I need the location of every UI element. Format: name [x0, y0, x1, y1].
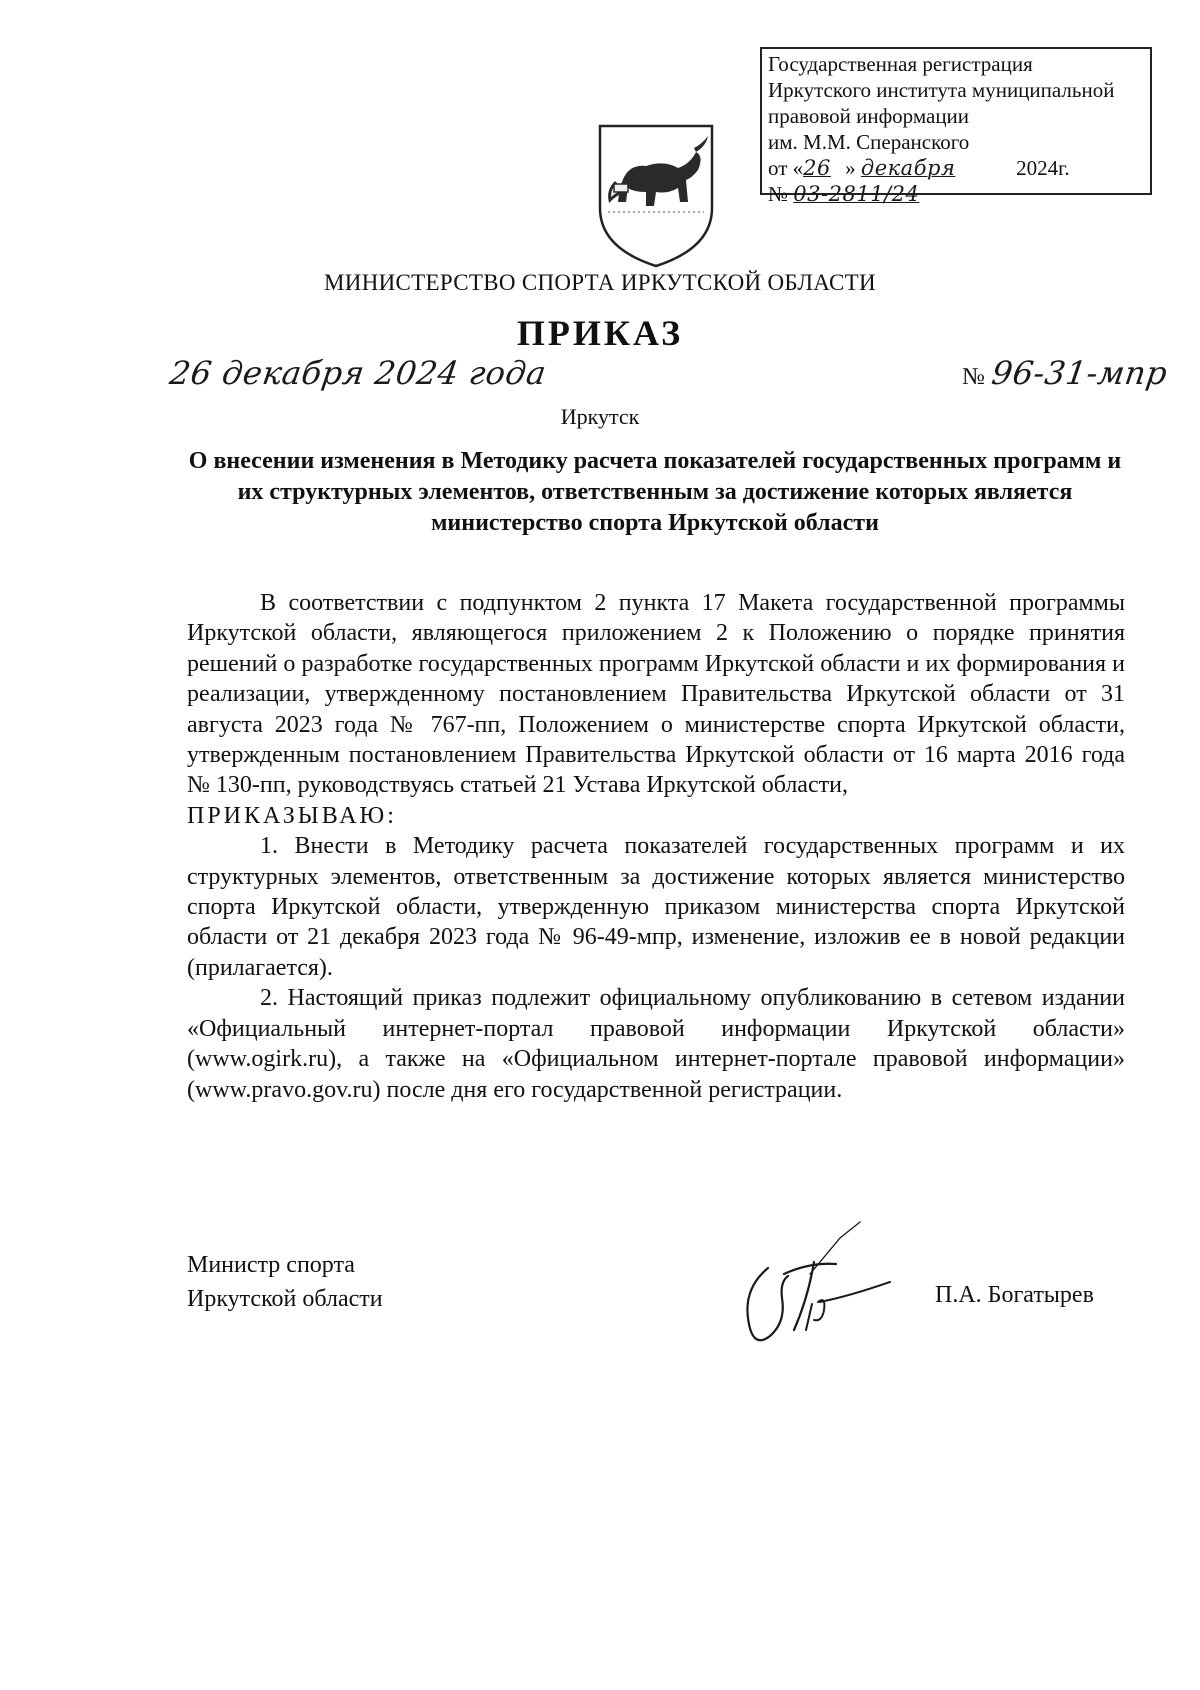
order-title: ПРИКАЗ [516, 313, 684, 353]
document-heading: О внесении изменения в Методику расчета показателей государственных программ и их структурных элементов, ответственным за достижение которых является министерство спорта Иркутской области [188, 448, 1122, 536]
preamble-paragraph: В соответствии с подпунктом 2 пункта 17 Макета государственной программы Иркутской области, являющегося приложением 2 к Положению о порядке принятия решений о разработке государственных программ Иркутской области и их формирования и реализации, утвержденному постановлением Правительства Иркутской области от 31 августа 2023 года № 767-пп, Положением о министерстве спорта Иркутской области, утвержденным постановлением Правительства Иркутской области от 16 марта 2016 года № 130-пп, руководствуясь статьей 21 Устава Иркутской области, [187, 590, 1125, 799]
registration-date-year: 2024 [1016, 156, 1059, 180]
registration-line-2: Иркутского института муниципальной [768, 78, 1115, 102]
signer-position-line-2: Иркутской области [187, 1286, 383, 1312]
irkutsk-coat-of-arms-icon [594, 120, 718, 270]
registration-number [768, 181, 1144, 207]
item-2-paragraph: 2. Настоящий приказ подлежит официальному опубликованию в сетевом издании «Официальный интернет-портал правовой информации Иркутской области» (www.ogirk.ru), а также на «Официальном интернет-портале правовой информации» (www.pravo.gov.ru) после дня его государственной регистрации. [187, 985, 1125, 1103]
registration-line-3: правовой информации [768, 104, 970, 128]
signer-position-line-1: Министр спорта [187, 1252, 355, 1278]
registration-number-prefix: № [768, 182, 789, 206]
registration-stamp [760, 47, 1152, 206]
order-date: 26 декабря 2024 года [167, 354, 549, 392]
registration-date-suffix: г. [1058, 156, 1070, 180]
registration-date-prefix: от « [768, 156, 804, 180]
city: Иркутск [560, 404, 640, 429]
decree-word: ПРИКАЗЫВАЮ: [187, 802, 397, 829]
handwritten-signature [740, 1218, 930, 1358]
ministry-name: МИНИСТЕРСТВО СПОРТА ИРКУТСКОЙ ОБЛАСТИ [324, 270, 876, 295]
registration-date [768, 155, 1144, 181]
registration-line-4: им. М.М. Сперанского [768, 130, 970, 154]
order-number: 96-31-мпр [989, 354, 1170, 392]
order-number-label: № [962, 364, 985, 390]
signer-name: П.А. Богатырев [935, 1282, 1094, 1308]
item-1-paragraph: 1. Внести в Методику расчета показателей государственных программ и их структурных элементов, ответственным за достижение которых является министерство спорта Иркутской области, утвержденную приказом министерства спорта Иркутской области от 21 декабря 2023 года № 96-49-мпр, изменение, изложив ее в новой редакции (прилагается). [187, 833, 1125, 981]
registration-number-value: 03-2811/24 [793, 182, 920, 206]
signer-position [187, 1248, 383, 1316]
registration-date-day: 26 [803, 156, 831, 180]
document-body [187, 588, 1125, 1105]
registration-line-1: Государственная регистрация [768, 52, 1033, 76]
registration-date-mid: » [845, 156, 856, 180]
registration-date-month: декабря [860, 156, 956, 180]
